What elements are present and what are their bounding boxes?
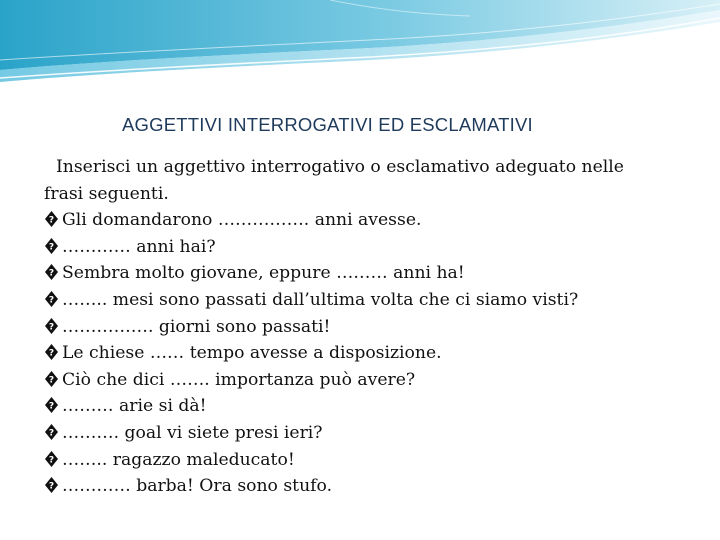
replacement-character-icon	[44, 343, 59, 361]
svg-text:?: ?	[48, 295, 55, 306]
replacement-character-icon	[44, 370, 59, 388]
exercise-item	[44, 473, 694, 500]
replacement-character-icon	[44, 317, 59, 335]
exercise-item-text: Ciò che dici ……. importanza può avere?	[62, 369, 416, 390]
svg-text:?: ?	[48, 375, 55, 386]
replacement-character-icon	[44, 476, 59, 494]
exercise-list	[44, 207, 694, 500]
svg-text:?: ?	[48, 268, 55, 279]
exercise-item	[44, 287, 694, 314]
replacement-character-icon	[44, 263, 59, 281]
exercise-item-text: Gli domandarono ……………. anni avesse.	[62, 210, 422, 231]
svg-text:?: ?	[48, 348, 55, 359]
exercise-item	[44, 420, 694, 447]
exercise-item-text: ……………. giorni sono passati!	[62, 316, 331, 337]
replacement-character-icon	[44, 450, 59, 468]
exercise-item	[44, 207, 694, 234]
svg-text:?: ?	[48, 481, 55, 492]
svg-text:?: ?	[48, 242, 55, 253]
exercise-item	[44, 367, 694, 394]
exercise-item-text: …….. mesi sono passati dall’ultima volta che ci siamo visti?	[62, 289, 579, 310]
exercise-item	[44, 260, 694, 287]
svg-text:?: ?	[48, 428, 55, 439]
replacement-character-icon	[44, 210, 59, 228]
exercise-body	[44, 154, 694, 500]
slide-title: AGGETTIVI INTERROGATIVI ED ESCLAMATIVI	[122, 114, 533, 135]
exercise-item-text: ………… anni hai?	[62, 236, 216, 257]
exercise-item	[44, 340, 694, 367]
exercise-item-text: ……… arie si dà!	[62, 396, 207, 417]
svg-text:?: ?	[48, 455, 55, 466]
instructions-line-1: Inserisci un aggettivo interrogativo o esclamativo adeguato nelle	[56, 157, 624, 177]
exercise-item-text: ………. goal vi siete presi ieri?	[62, 422, 323, 443]
instructions-line-2: frasi seguenti.	[44, 183, 169, 204]
exercise-item	[44, 314, 694, 341]
svg-text:?: ?	[48, 322, 55, 333]
exercise-item	[44, 393, 694, 420]
replacement-character-icon	[44, 237, 59, 255]
svg-text:?: ?	[48, 401, 55, 412]
exercise-item-text: …….. ragazzo maleducato!	[62, 449, 295, 470]
exercise-item	[44, 234, 694, 261]
svg-text:?: ?	[48, 215, 55, 226]
replacement-character-icon	[44, 396, 59, 414]
exercise-item	[44, 447, 694, 474]
exercise-item-text: Le chiese …… tempo avesse a disposizione.	[62, 343, 442, 364]
exercise-item-text: ………… barba! Ora sono stufo.	[62, 476, 333, 497]
header-wave-decoration	[0, 0, 720, 90]
exercise-item-text: Sembra molto giovane, eppure ……… anni ha!	[62, 263, 465, 284]
replacement-character-icon	[44, 290, 59, 308]
replacement-character-icon	[44, 423, 59, 441]
